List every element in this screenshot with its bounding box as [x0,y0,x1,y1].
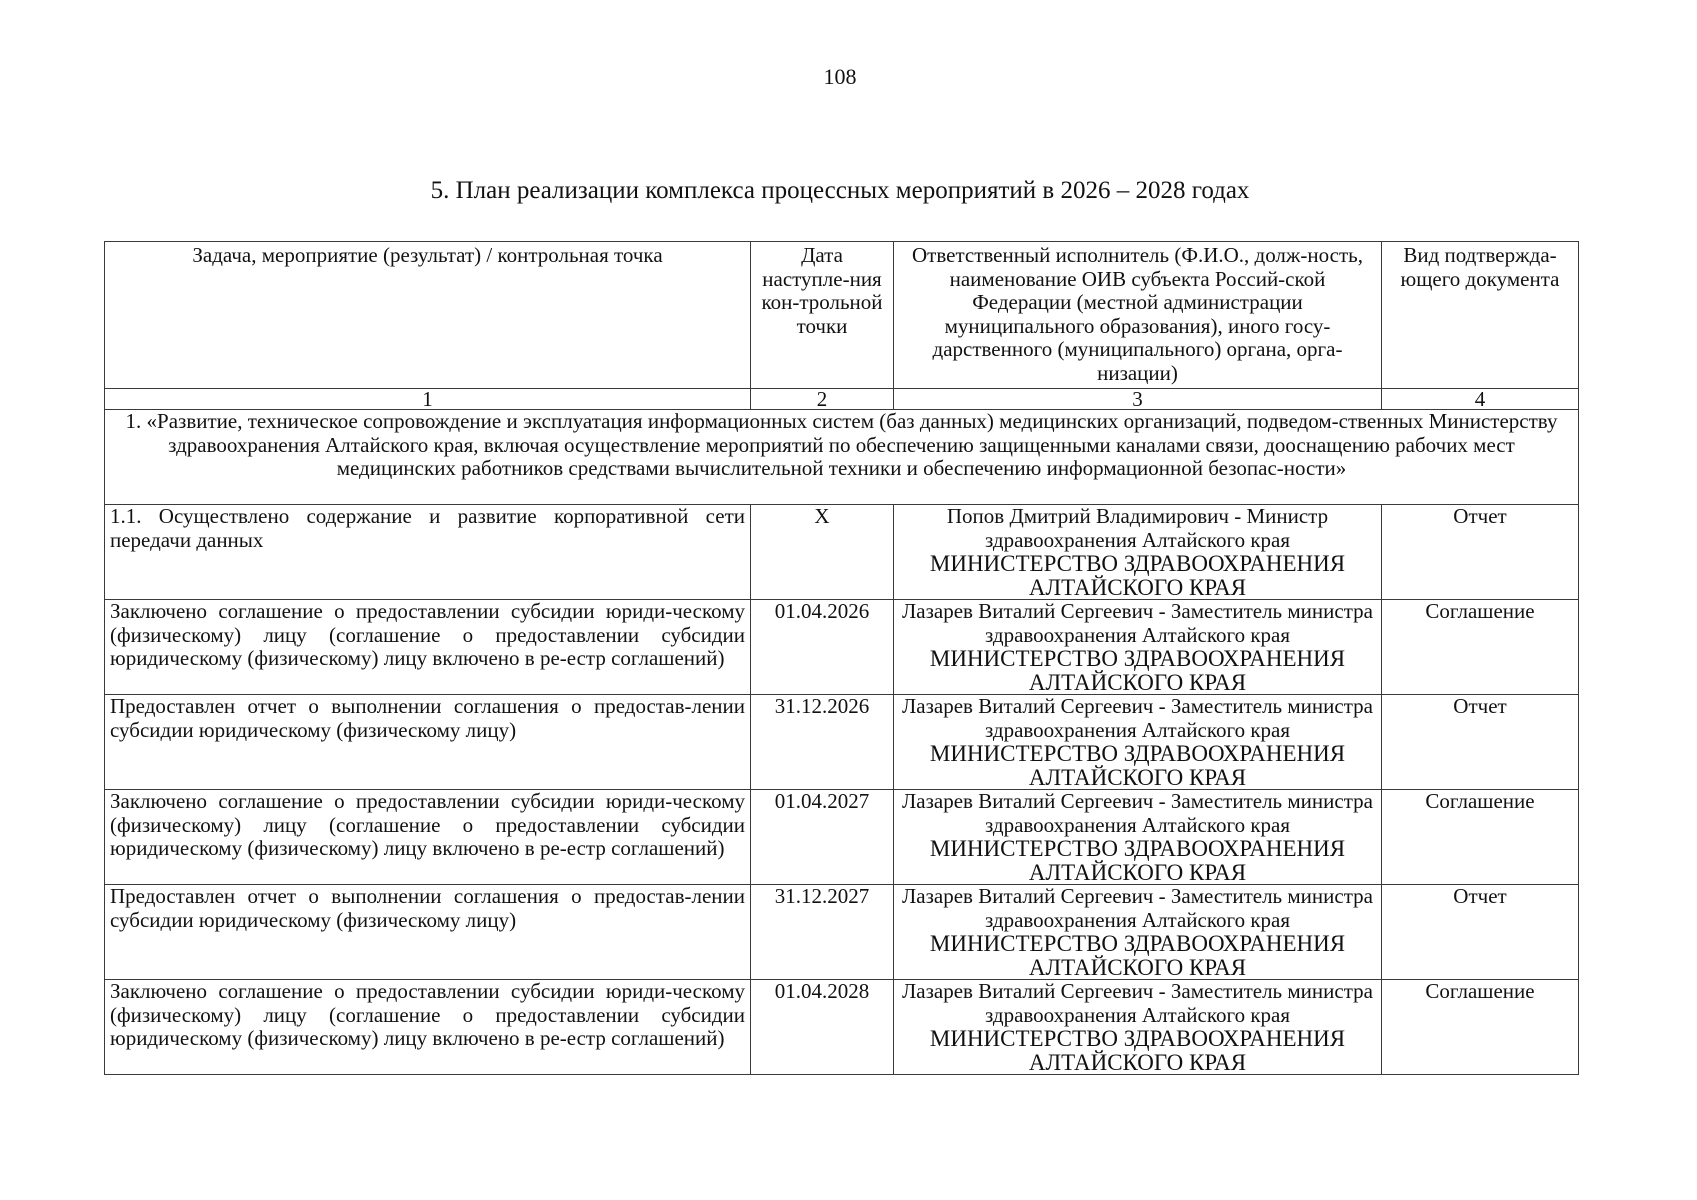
row-executor-cell [894,790,1382,885]
row-date-cell: 01.04.2026 [751,600,894,695]
table-row [105,790,1579,885]
header-task: Задача, мероприятие (результат) / контрольная точка [105,242,751,389]
header-document: Вид подтвержда-ющего документа [1382,242,1579,389]
row-task-cell: 1.1. Осуществлено содержание и развитие корпоративной сети передачи данных [105,505,751,600]
executor-name: Попов Дмитрий Владимирович - Министр здравоохранения Алтайского края [946,504,1329,552]
row-date-cell: 01.04.2028 [751,980,894,1075]
row-executor-cell [894,600,1382,695]
row-task-cell: Заключено соглашение о предоставлении субсидии юриди-ческому (физическому) лицу (соглашение о предоставлении субсидии юридическому (физическому) лицу включено в ре-естр соглашений) [105,600,751,695]
header-date: Дата наступле-ния кон-трольной точки [751,242,894,389]
row-date-cell: X [751,505,894,600]
row-executor-cell [894,885,1382,980]
table-header-row [105,242,1579,389]
row-task-cell: Предоставлен отчет о выполнении соглашения о предостав-лении субсидии юридическому (физическому лицу) [105,885,751,980]
row-document-cell: Соглашение [1382,600,1579,695]
row-date-cell: 31.12.2026 [751,695,894,790]
column-number: 1 [105,389,751,410]
row-date-cell: 01.04.2027 [751,790,894,885]
page-number: 108 [823,64,857,89]
executor-organization: МИНИСТЕРСТВО ЗДРАВООХРАНЕНИЯ АЛТАЙСКОГО КРАЯ [929,931,1346,980]
plan-table [104,241,1579,1075]
row-executor-cell [894,695,1382,790]
table-row [105,600,1579,695]
table-row [105,885,1579,980]
row-date-cell: 31.12.2027 [751,885,894,980]
column-number: 4 [1382,389,1579,410]
row-executor-cell [894,980,1382,1075]
executor-organization: МИНИСТЕРСТВО ЗДРАВООХРАНЕНИЯ АЛТАЙСКОГО КРАЯ [929,646,1346,695]
row-task-cell: Заключено соглашение о предоставлении субсидии юриди-ческому (физическому) лицу (соглашение о предоставлении субсидии юридическому (физическому) лицу включено в ре-естр соглашений) [105,790,751,885]
row-executor-cell [894,505,1382,600]
executor-name: Лазарев Виталий Сергеевич - Заместитель министра здравоохранения Алтайского края [902,884,1373,932]
executor-organization: МИНИСТЕРСТВО ЗДРАВООХРАНЕНИЯ АЛТАЙСКОГО КРАЯ [929,1026,1346,1075]
table-row [105,695,1579,790]
row-document-cell: Соглашение [1382,980,1579,1075]
table-row [105,980,1579,1075]
executor-organization: МИНИСТЕРСТВО ЗДРАВООХРАНЕНИЯ АЛТАЙСКОГО КРАЯ [929,741,1346,790]
row-document-cell: Отчет [1382,885,1579,980]
section-title: 5. План реализации комплекса процессных мероприятий в 2026 – 2028 годах [430,177,1250,204]
executor-name: Лазарев Виталий Сергеевич - Заместитель министра здравоохранения Алтайского края [902,599,1373,647]
row-document-cell: Соглашение [1382,790,1579,885]
executor-name: Лазарев Виталий Сергеевич - Заместитель министра здравоохранения Алтайского края [902,979,1373,1027]
task-title: 1. «Развитие, техническое сопровождение и эксплуатация информационных систем (баз данных) медицинских организаций, подведом-ственных Министерству здравоохранения Алтайского края, включая осуществление мероприятий по обеспечению защищенными каналами связи, дооснащению рабочих мест медицинских работников средствами вычислительной техники и обеспечению информационной безопас-ности» [105,410,1579,505]
executor-organization: МИНИСТЕРСТВО ЗДРАВООХРАНЕНИЯ АЛТАЙСКОГО КРАЯ [929,836,1346,885]
row-document-cell: Отчет [1382,505,1579,600]
column-number-row [105,389,1579,410]
executor-name: Лазарев Виталий Сергеевич - Заместитель министра здравоохранения Алтайского края [902,789,1373,837]
column-number: 2 [751,389,894,410]
row-document-cell: Отчет [1382,695,1579,790]
table-row [105,505,1579,600]
header-executor: Ответственный исполнитель (Ф.И.О., долж-ность, наименование ОИВ субъекта Россий-ской Федерации (местной администрации муниципального образования), иного госу-дарственного (муниципального) органа, орга-низации) [894,242,1382,389]
task-title-row [105,410,1579,505]
row-task-cell: Предоставлен отчет о выполнении соглашения о предостав-лении субсидии юридическому (физическому лицу) [105,695,751,790]
row-task-cell: Заключено соглашение о предоставлении субсидии юриди-ческому (физическому) лицу (соглашение о предоставлении субсидии юридическому (физическому) лицу включено в ре-естр соглашений) [105,980,751,1075]
executor-organization: МИНИСТЕРСТВО ЗДРАВООХРАНЕНИЯ АЛТАЙСКОГО КРАЯ [929,551,1346,600]
column-number: 3 [894,389,1382,410]
executor-name: Лазарев Виталий Сергеевич - Заместитель министра здравоохранения Алтайского края [902,694,1373,742]
